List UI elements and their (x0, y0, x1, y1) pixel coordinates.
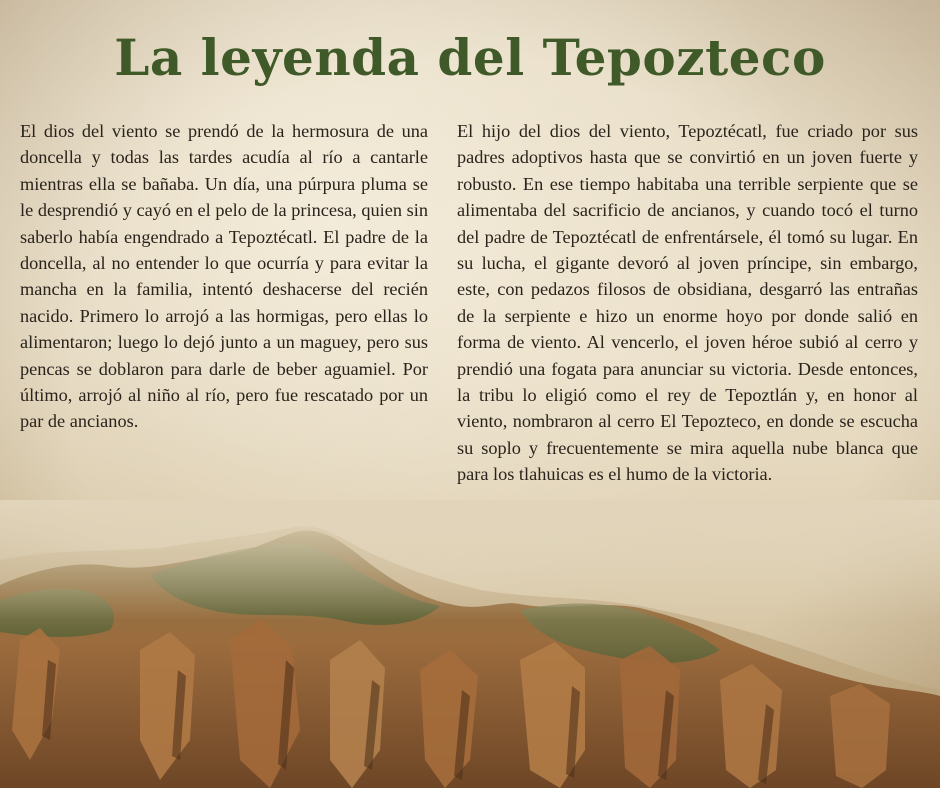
right-paragraph: El hijo del dios del viento, Tepoztécatl, fue criado por sus padres adoptivos hasta que se convirtió en un joven fuerte y robusto. En ese tiempo habitaba una terrible serpiente que se alimentaba del sacrificio de ancianos, y cuando tocó el turno del padre de Tepoztécatl de enfrentársele, él tomó su lugar. En su lucha, el gigante devoró al joven príncipe, sin embargo, este, con pedazos filosos de obsidiana, desgarró las entrañas de la serpiente e hizo un enorme hoyo por donde salió en forma de viento. Al vencerlo, el joven héroe subió al cerro y prendió una fogata para anunciar su victoria. Desde entonces, la tribu lo eligió como el rey de Tepoztlán y, en honor al viento, nombraron al cerro El Tepozteco, en donde se escucha su soplo y frecuentemente se mira aquella nube blanca que para los tlahuicas es el humo de la victoria. (457, 121, 918, 485)
left-paragraph: El dios del viento se prendó de la hermosura de una doncella y todas las tardes acudía al río a cantarle mientras ella se bañaba. Un día, una púrpura pluma se le desprendió y cayó en el pelo de la princesa, quien sin saberlo había engendrado a Tepoztécatl. El padre de la doncella, al no entender lo que ocurría y para evitar la mancha en la familia, intentó deshacerse del recién nacido. Primero lo arrojó a las hormigas, pero ellas lo alimentaron; luego lo dejó junto a un maguey, pero sus pencas se doblaron para darle de beber aguamiel. Por último, arrojó al niño al río, pero fue rescatado por un par de ancianos. (20, 121, 428, 432)
paper-fade (0, 500, 940, 620)
page-title: La leyenda del Tepozteco (114, 28, 826, 87)
